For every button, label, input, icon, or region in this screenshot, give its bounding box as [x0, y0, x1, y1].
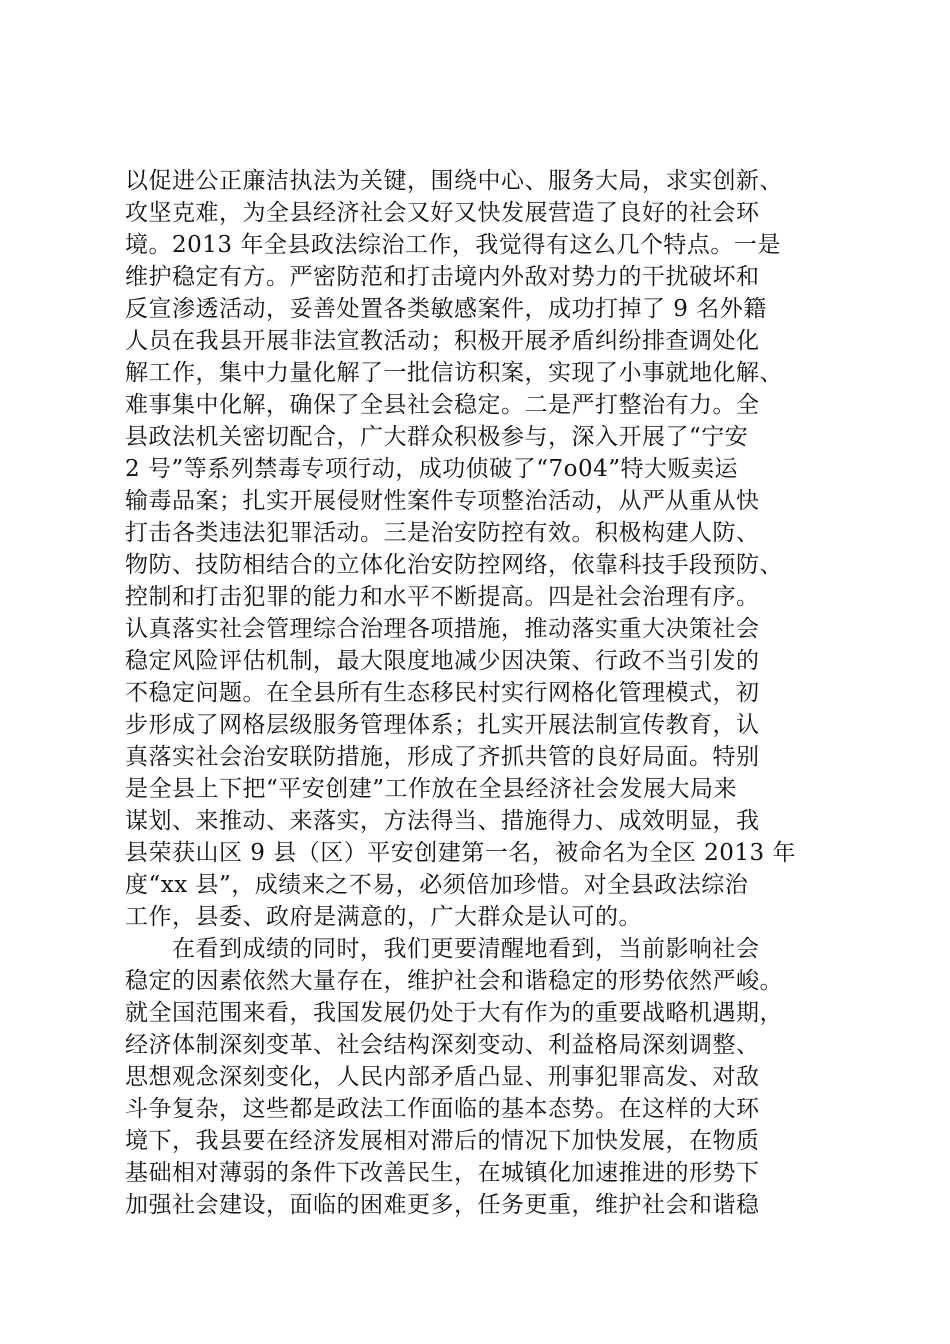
text-line: 县荣获山区 9 县（区）平安创建第一名，被命名为全区 2013 年	[125, 840, 796, 866]
text-line: 在看到成绩的同时，我们更要清醒地看到，当前影响社会	[125, 936, 760, 962]
text-line: 控制和打击犯罪的能力和水平不断提高。四是社会治理有序。	[125, 584, 760, 610]
body-text	[125, 165, 825, 1221]
text-line: 基础相对薄弱的条件下改善民生，在城镇化加速推进的形势下	[125, 1160, 760, 1186]
text-line: 思想观念深刻变化，人民内部矛盾凸显、刑事犯罪高发、对敌	[125, 1064, 760, 1090]
text-line: 就全国范围来看，我国发展仍处于大有作为的重要战略机遇期，	[125, 1000, 783, 1026]
text-line: 维护稳定有方。严密防范和打击境内外敌对势力的干扰破坏和	[125, 264, 760, 290]
text-line: 稳定的因素依然大量存在，维护社会和谐稳定的形势依然严峻。	[125, 968, 783, 994]
text-line: 稳定风险评估机制，最大限度地减少因决策、行政不当引发的	[125, 648, 760, 674]
text-line: 打击各类违法犯罪活动。三是治安防控有效。积极构建人防、	[125, 520, 760, 546]
text-line: 工作，县委、政府是满意的，广大群众是认可的。	[125, 904, 642, 930]
text-line: 境下，我县要在经济发展相对滞后的情况下加快发展，在物质	[125, 1128, 760, 1154]
text-line: 谋划、来推动、来落实，方法得当、措施得力、成效明显，我	[125, 808, 760, 834]
text-line: 经济体制深刻变革、社会结构深刻变动、利益格局深刻调整、	[125, 1032, 760, 1058]
text-line: 不稳定问题。在全县所有生态移民村实行网格化管理模式，初	[125, 680, 760, 706]
text-line: 难事集中化解，确保了全县社会稳定。二是严打整治有力。全	[125, 392, 760, 418]
text-line: 人员在我县开展非法宣教活动；积极开展矛盾纠纷排查调处化	[125, 328, 760, 354]
text-line: 步形成了网格层级服务管理体系；扎实开展法制宣传教育，认	[125, 712, 760, 738]
text-line: 度“xx 县”，成绩来之不易，必须倍加珍惜。对全县政法综治	[125, 872, 749, 898]
text-line: 认真落实社会管理综合治理各项措施，推动落实重大决策社会	[125, 616, 760, 642]
text-line: 斗争复杂，这些都是政法工作面临的基本态势。在这样的大环	[125, 1096, 760, 1122]
text-line: 攻坚克难，为全县经济社会又好又快发展营造了良好的社会环	[125, 200, 760, 226]
text-line: 以促进公正廉洁执法为关键，围绕中心、服务大局，求实创新、	[125, 168, 783, 194]
text-line: 解工作，集中力量化解了一批信访积案，实现了小事就地化解、	[125, 360, 783, 386]
text-line: 输毒品案；扎实开展侵财性案件专项整治活动，从严从重从快	[125, 488, 760, 514]
text-line: 境。2013 年全县政法综治工作，我觉得有这么几个特点。一是	[125, 232, 781, 258]
text-line: 2 号”等系列禁毒专项行动，成功侦破了“7o04”特大贩卖运	[125, 456, 738, 482]
text-line: 真落实社会治安联防措施，形成了齐抓共管的良好局面。特别	[125, 744, 760, 770]
text-line: 反宣渗透活动，妥善处置各类敏感案件，成功打掉了 9 名外籍	[125, 296, 767, 322]
text-line: 物防、技防相结合的立体化治安防控网络，依靠科技手段预防、	[125, 552, 783, 578]
text-line: 县政法机关密切配合，广大群众积极参与，深入开展了“宁安	[125, 424, 749, 450]
text-line: 是全县上下把“平安创建”工作放在全县经济社会发展大局来	[125, 776, 738, 802]
text-line: 加强社会建设，面临的困难更多，任务更重，维护社会和谐稳	[125, 1192, 760, 1218]
